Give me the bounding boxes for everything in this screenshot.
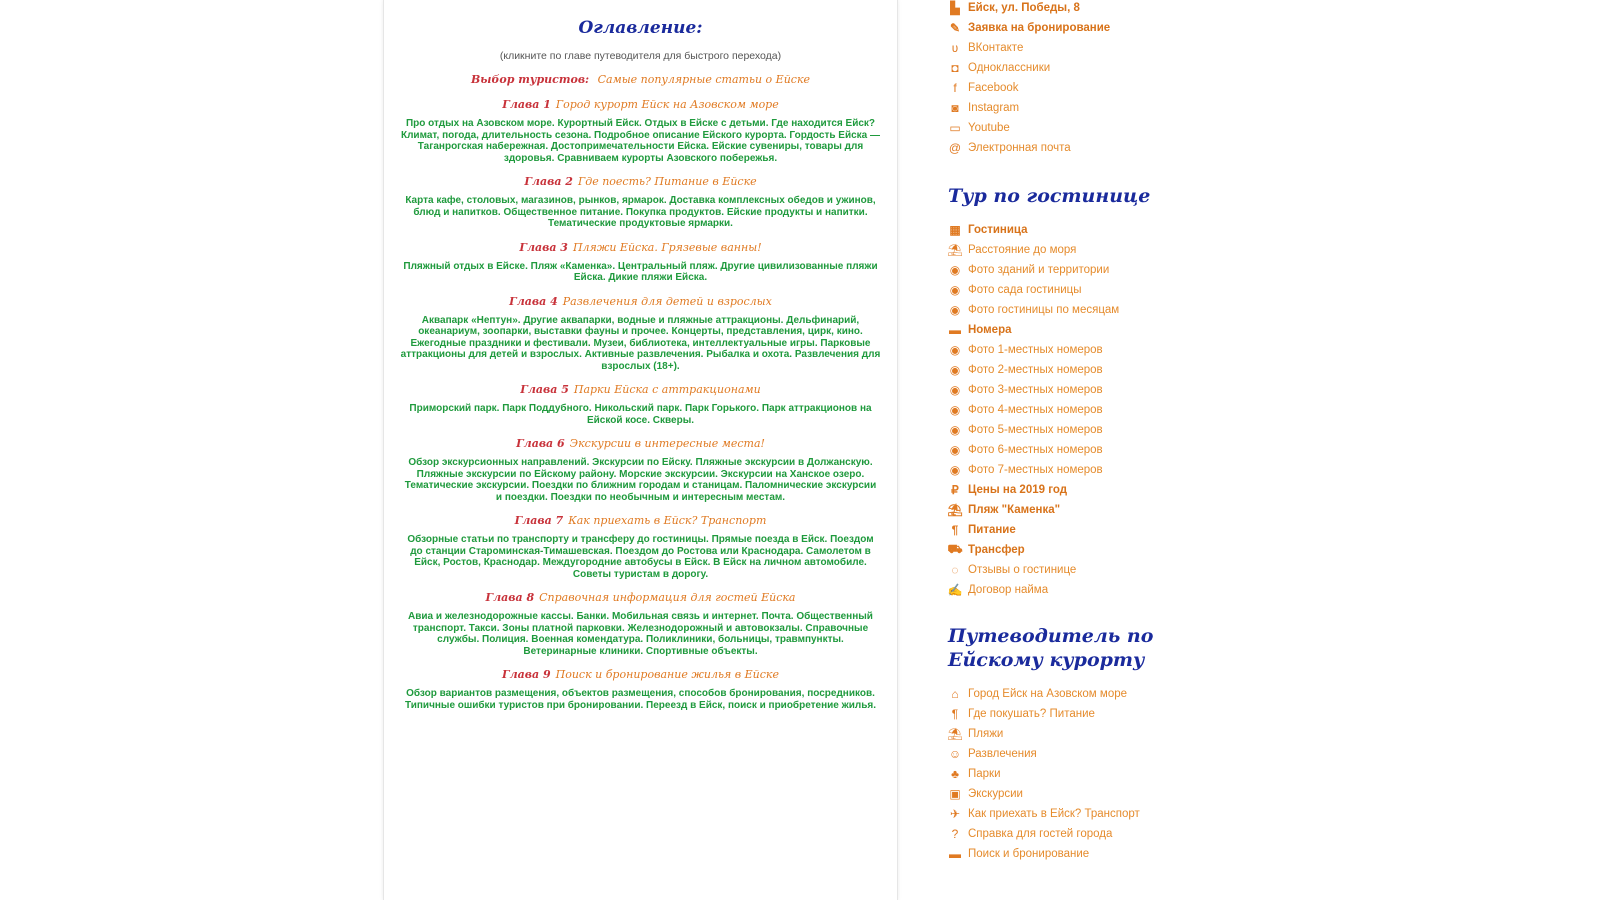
guide-item-label: Город Ейск на Азовском море	[968, 688, 1128, 700]
umbrella-icon: ⛱	[947, 727, 963, 741]
toc-hint: (кликните по главе путеводителя для быстрого перехода)	[499, 50, 782, 62]
hotel-item-label: Гостиница	[968, 224, 1028, 236]
guide-heading	[948, 624, 1208, 672]
chapter-description: Карта кафе, столовых, магазинов, рынков, ярмарок. Доставка комплексных обедов и ужинов, блюд и напитков. Общественное питание. Покупка продуктов. Ейские продукты и напитки. Тематические продуктовые ярмарки.	[405, 195, 876, 229]
hotel-item-label: Расстояние до моря	[968, 244, 1077, 256]
contacts-item-label: Instagram	[968, 102, 1020, 114]
guide-item[interactable]	[948, 784, 1208, 804]
chapter-title-link[interactable]: Поиск и бронирование жилья в Ейске	[555, 668, 779, 681]
toc-chapter-6[interactable]	[384, 436, 897, 451]
hotel-item[interactable]	[948, 240, 1208, 260]
guide-item[interactable]	[948, 844, 1208, 864]
umbrella-icon: ⛱	[947, 503, 963, 517]
contacts-item[interactable]	[948, 18, 1208, 38]
chapter-title-link[interactable]: Город курорт Ейск на Азовском море	[555, 98, 779, 111]
contacts-item-label: Электронная почта	[968, 142, 1071, 154]
hotel-item-label: Договор найма	[968, 584, 1049, 596]
contacts-list	[948, 0, 1208, 158]
contacts-item-label: Ейск, ул. Победы, 8	[968, 2, 1080, 14]
chapter-description: Аквапарк «Нептун». Другие аквапарки, водные и пляжные аттракционы. Дельфинарий, океанариум, зоопарки, выставки фауны и прочее. Концерты, представления, цирк, кино. Ежегодные праздники и фестивали. Музеи, библиотека, интеллектуальные игры. Парковые аттракционы для детей и взрослых. Активные развлечения. Рыбалка и охота. Развлечения для взрослых (18+).	[400, 314, 881, 372]
toc-chapter-list	[384, 97, 897, 711]
guide-item[interactable]	[948, 804, 1208, 824]
toc-title: Оглавление:	[578, 18, 703, 38]
toc-intro-label: Выбор туристов:	[470, 73, 590, 86]
hotel-item-label: Фото гостиницы по месяцам	[968, 304, 1120, 316]
hotel-item[interactable]	[948, 300, 1208, 320]
hotel-item-label: Фото 4-местных номеров	[968, 404, 1103, 416]
chapter-description: Обзорные статьи по транспорту и трансферу до гостиницы. Прямые поезда в Ейск. Поездом до станции Староминская-Тимашевская. Поездом до Ростова или Краснодара. Самолетом в Ейск, Ростов, Краснодар. Междугородние автобусы в Ейск. В Ейск на личном автомобиле. Советы туристам в дорогу.	[407, 534, 874, 580]
toc-chapter-3[interactable]	[384, 240, 897, 255]
hotel-item[interactable]	[948, 340, 1208, 360]
hotel-item[interactable]	[948, 320, 1208, 340]
chapter-title-link[interactable]: Как приехать в Ейск? Транспорт	[568, 514, 767, 527]
contacts-item[interactable]	[948, 78, 1208, 98]
chapter-description: Пляжный отдых в Ейске. Пляж «Каменка». Центральный пляж. Другие цивилизованные пляжи Ейска. Дикие пляжи Ейска.	[403, 260, 878, 283]
tree-icon: ♣	[951, 767, 959, 781]
contacts-item[interactable]	[948, 58, 1208, 78]
camera-icon: ◉	[949, 423, 961, 437]
bed-icon: ▬	[949, 323, 961, 337]
guide-list	[948, 684, 1208, 864]
guide-item-label: Справка для гостей города	[968, 828, 1113, 840]
guide-heading-line1: Путеводитель по	[948, 625, 1154, 647]
beach-distance-icon: ⛱	[947, 243, 963, 257]
toc-chapter-2[interactable]	[384, 174, 897, 189]
hotel-tour-list	[948, 220, 1208, 600]
contacts-item-label: Заявка на бронирование	[968, 22, 1111, 34]
hotel-item[interactable]	[948, 540, 1208, 560]
chapter-title-link[interactable]: Экскурсии в интересные места!	[569, 437, 765, 450]
guide-item[interactable]	[948, 824, 1208, 844]
guide-item[interactable]	[948, 744, 1208, 764]
hotel-item[interactable]	[948, 220, 1208, 240]
hotel-item-label: Питание	[968, 524, 1016, 536]
sidebar	[948, 0, 1208, 900]
chapter-title-link[interactable]: Пляжи Ейска. Грязевые ванны!	[572, 240, 762, 254]
camera-icon: ◉	[949, 343, 961, 357]
hotel-item-label: Фото зданий и территории	[968, 264, 1110, 276]
guide-item[interactable]	[948, 704, 1208, 724]
plane-icon: ✈	[949, 807, 961, 821]
hotel-item[interactable]	[948, 360, 1208, 380]
hotel-item[interactable]	[948, 380, 1208, 400]
chapter-number: Глава 7	[514, 514, 564, 527]
cutlery-icon: ¶	[951, 707, 959, 721]
cutlery-icon: ¶	[951, 523, 959, 537]
chapter-number: Глава 3	[519, 240, 568, 254]
chapter-number: Глава 5	[520, 383, 569, 396]
hotel-item[interactable]	[948, 580, 1208, 600]
camera-icon: ◉	[949, 383, 961, 397]
hotel-item[interactable]	[948, 560, 1208, 580]
hotel-item[interactable]	[948, 400, 1208, 420]
guide-item-label: Поиск и бронирование	[968, 848, 1090, 860]
comment-icon: ◌	[951, 563, 959, 577]
hotel-item-label: Фото 2-местных номеров	[968, 364, 1103, 376]
car-icon: ⛟	[947, 542, 963, 556]
at-icon: @	[948, 141, 962, 155]
camera-icon: ◉	[949, 263, 961, 277]
toc-chapter-9[interactable]	[384, 667, 897, 682]
chapter-description: Обзор экскурсионных направлений. Экскурсии по Ейску. Пляжные экскурсии в Должанскую. Пляжные экскурсии по Ейскому району. Морские экскурсии. Экскурсии на Ханское озеро. Тематические экскурсии. Поездки по ближним городам и станицам. Паломнические экскурсии и поездки. Поездки по необычным и интересным местам.	[404, 457, 877, 503]
hotel-item-label: Фото 5-местных номеров	[968, 424, 1103, 436]
contacts-item[interactable]	[948, 98, 1208, 118]
chapter-title-link[interactable]: Парки Ейска с аттракционами	[573, 383, 761, 396]
camera-icon: ◉	[949, 443, 961, 457]
facebook-icon: f	[953, 81, 957, 95]
hotel-item-label: Фото сада гостиницы	[968, 284, 1082, 296]
hotel-item-label: Фото 7-местных номеров	[968, 464, 1103, 476]
hotel-item-label: Фото 1-местных номеров	[968, 344, 1103, 356]
guide-item-label: Где покушать? Питание	[968, 708, 1095, 720]
price-icon: ₽	[951, 483, 959, 497]
guide-item[interactable]	[948, 724, 1208, 744]
guide-item-label: Парки	[968, 768, 1001, 780]
guide-heading-line2: Ейскому курорту	[948, 649, 1145, 671]
guide-item-label: Развлечения	[968, 748, 1037, 760]
hotel-item[interactable]	[948, 520, 1208, 540]
hotel-item-label: Номера	[968, 324, 1012, 336]
camera-icon: ◉	[949, 463, 961, 477]
chapter-title-link[interactable]: Где поесть? Питание в Ейске	[577, 175, 757, 188]
chapter-title-link[interactable]: Развлечения для детей и взрослых	[562, 294, 772, 308]
instagram-icon: ◙	[951, 101, 959, 115]
contacts-item-label: ВКонтакте	[968, 42, 1024, 54]
hotel-item[interactable]	[948, 480, 1208, 500]
chapter-number: Глава 2	[524, 175, 573, 188]
hotel-item[interactable]	[948, 500, 1208, 520]
toc-intro[interactable]	[384, 72, 897, 87]
odnoklassniki-icon: ◘	[951, 61, 959, 75]
toc-chapter-8[interactable]	[384, 590, 897, 605]
camera-icon: ◉	[949, 363, 961, 377]
toc-chapter-1[interactable]	[384, 97, 897, 112]
guide-item-label: Экскурсии	[968, 788, 1023, 800]
toc-chapter-4[interactable]	[384, 294, 897, 309]
hotel-item-label: Трансфер	[968, 544, 1025, 556]
building-icon: ▙	[950, 1, 960, 15]
chapter-number: Глава 1	[502, 98, 551, 111]
chapter-number: Глава 6	[516, 437, 565, 450]
guide-item[interactable]	[948, 764, 1208, 784]
hotel-item-label: Фото 6-местных номеров	[968, 444, 1103, 456]
youtube-icon: ▭	[949, 121, 961, 135]
toc-chapter-7[interactable]	[384, 513, 897, 528]
hotel-tour-heading: Тур по гостинице	[948, 185, 1151, 207]
hotel-item[interactable]	[948, 420, 1208, 440]
guide-item-label: Пляжи	[968, 728, 1004, 740]
hotel-item-label: Цены на 2019 год	[968, 484, 1068, 496]
contacts-item[interactable]	[948, 138, 1208, 158]
chapter-number: Глава 8	[485, 591, 535, 604]
home-icon: ⌂	[951, 687, 959, 701]
chapter-number: Глава 9	[502, 668, 551, 681]
contacts-item[interactable]	[948, 38, 1208, 58]
hotel-item[interactable]	[948, 280, 1208, 300]
chapter-description: Авиа и железнодорожные кассы. Банки. Мобильная связь и интернет. Почта. Общественный транспорт. Такси. Зоны платной парковки. Железнодорожный и автовокзалы. Справочные службы. Полиция. Военная комендатура. Поликлиники, больницы, травмпункты. Ветеринарные клиники. Спортивные объекты.	[408, 611, 873, 657]
hotel-item[interactable]	[948, 440, 1208, 460]
contacts-item[interactable]	[948, 0, 1208, 18]
bus-icon: ▣	[949, 787, 961, 801]
hotel-item[interactable]	[948, 260, 1208, 280]
guide-item[interactable]	[948, 684, 1208, 704]
hotel-icon: ▦	[949, 223, 961, 237]
guide-item-label: Как приехать в Ейск? Транспорт	[968, 808, 1140, 820]
chapter-number: Глава 4	[509, 294, 558, 308]
contract-icon: ✍	[947, 583, 963, 597]
pencil-icon: ✎	[949, 21, 961, 35]
question-icon: ?	[951, 827, 959, 841]
hotel-item[interactable]	[948, 460, 1208, 480]
hotel-item-label: Отзывы о гостинице	[968, 564, 1077, 576]
contacts-item-label: Одноклассники	[968, 62, 1051, 74]
contacts-item-label: Youtube	[968, 122, 1010, 134]
hotel-item-label: Пляж "Каменка"	[968, 504, 1061, 516]
contacts-item[interactable]	[948, 118, 1208, 138]
masks-icon: ☺	[948, 747, 962, 761]
camera-icon: ◉	[949, 283, 961, 297]
chapter-title-link[interactable]: Справочная информация для гостей Ейска	[539, 591, 796, 604]
toc-chapter-5[interactable]	[384, 382, 897, 397]
toc-intro-link[interactable]: Самые популярные статьи о Ейске	[597, 73, 811, 86]
table-of-contents	[383, 0, 898, 900]
camera-icon: ◉	[949, 403, 961, 417]
contacts-item-label: Facebook	[968, 82, 1019, 94]
bed-icon: ▬	[949, 847, 961, 861]
camera-icon: ◉	[949, 303, 961, 317]
chapter-description: Приморский парк. Парк Поддубного. Никольский парк. Парк Горького. Парк аттракционов на Ейской косе. Скверы.	[409, 403, 872, 426]
chapter-description: Обзор вариантов размещения, объектов размещения, способов бронирования, посредников. Типичные ошибки туристов при бронировании. Переезд в Ейск, поиск и приобретение жилья.	[405, 688, 876, 711]
chapter-description: Про отдых на Азовском море. Курортный Ейск. Отдых в Ейске с детьми. Где находится Ейск? Климат, погода, длительность сезона. Подробное описание Ейского курорта. Гордость Ейска — Таганрогская набережная. Достопримечательности Ейска. Ейские сувениры, товары для здоровья. Сравниваем курорты Азовского побережья.	[400, 118, 881, 164]
vk-icon: ʋ	[951, 41, 959, 55]
hotel-item-label: Фото 3-местных номеров	[968, 384, 1103, 396]
